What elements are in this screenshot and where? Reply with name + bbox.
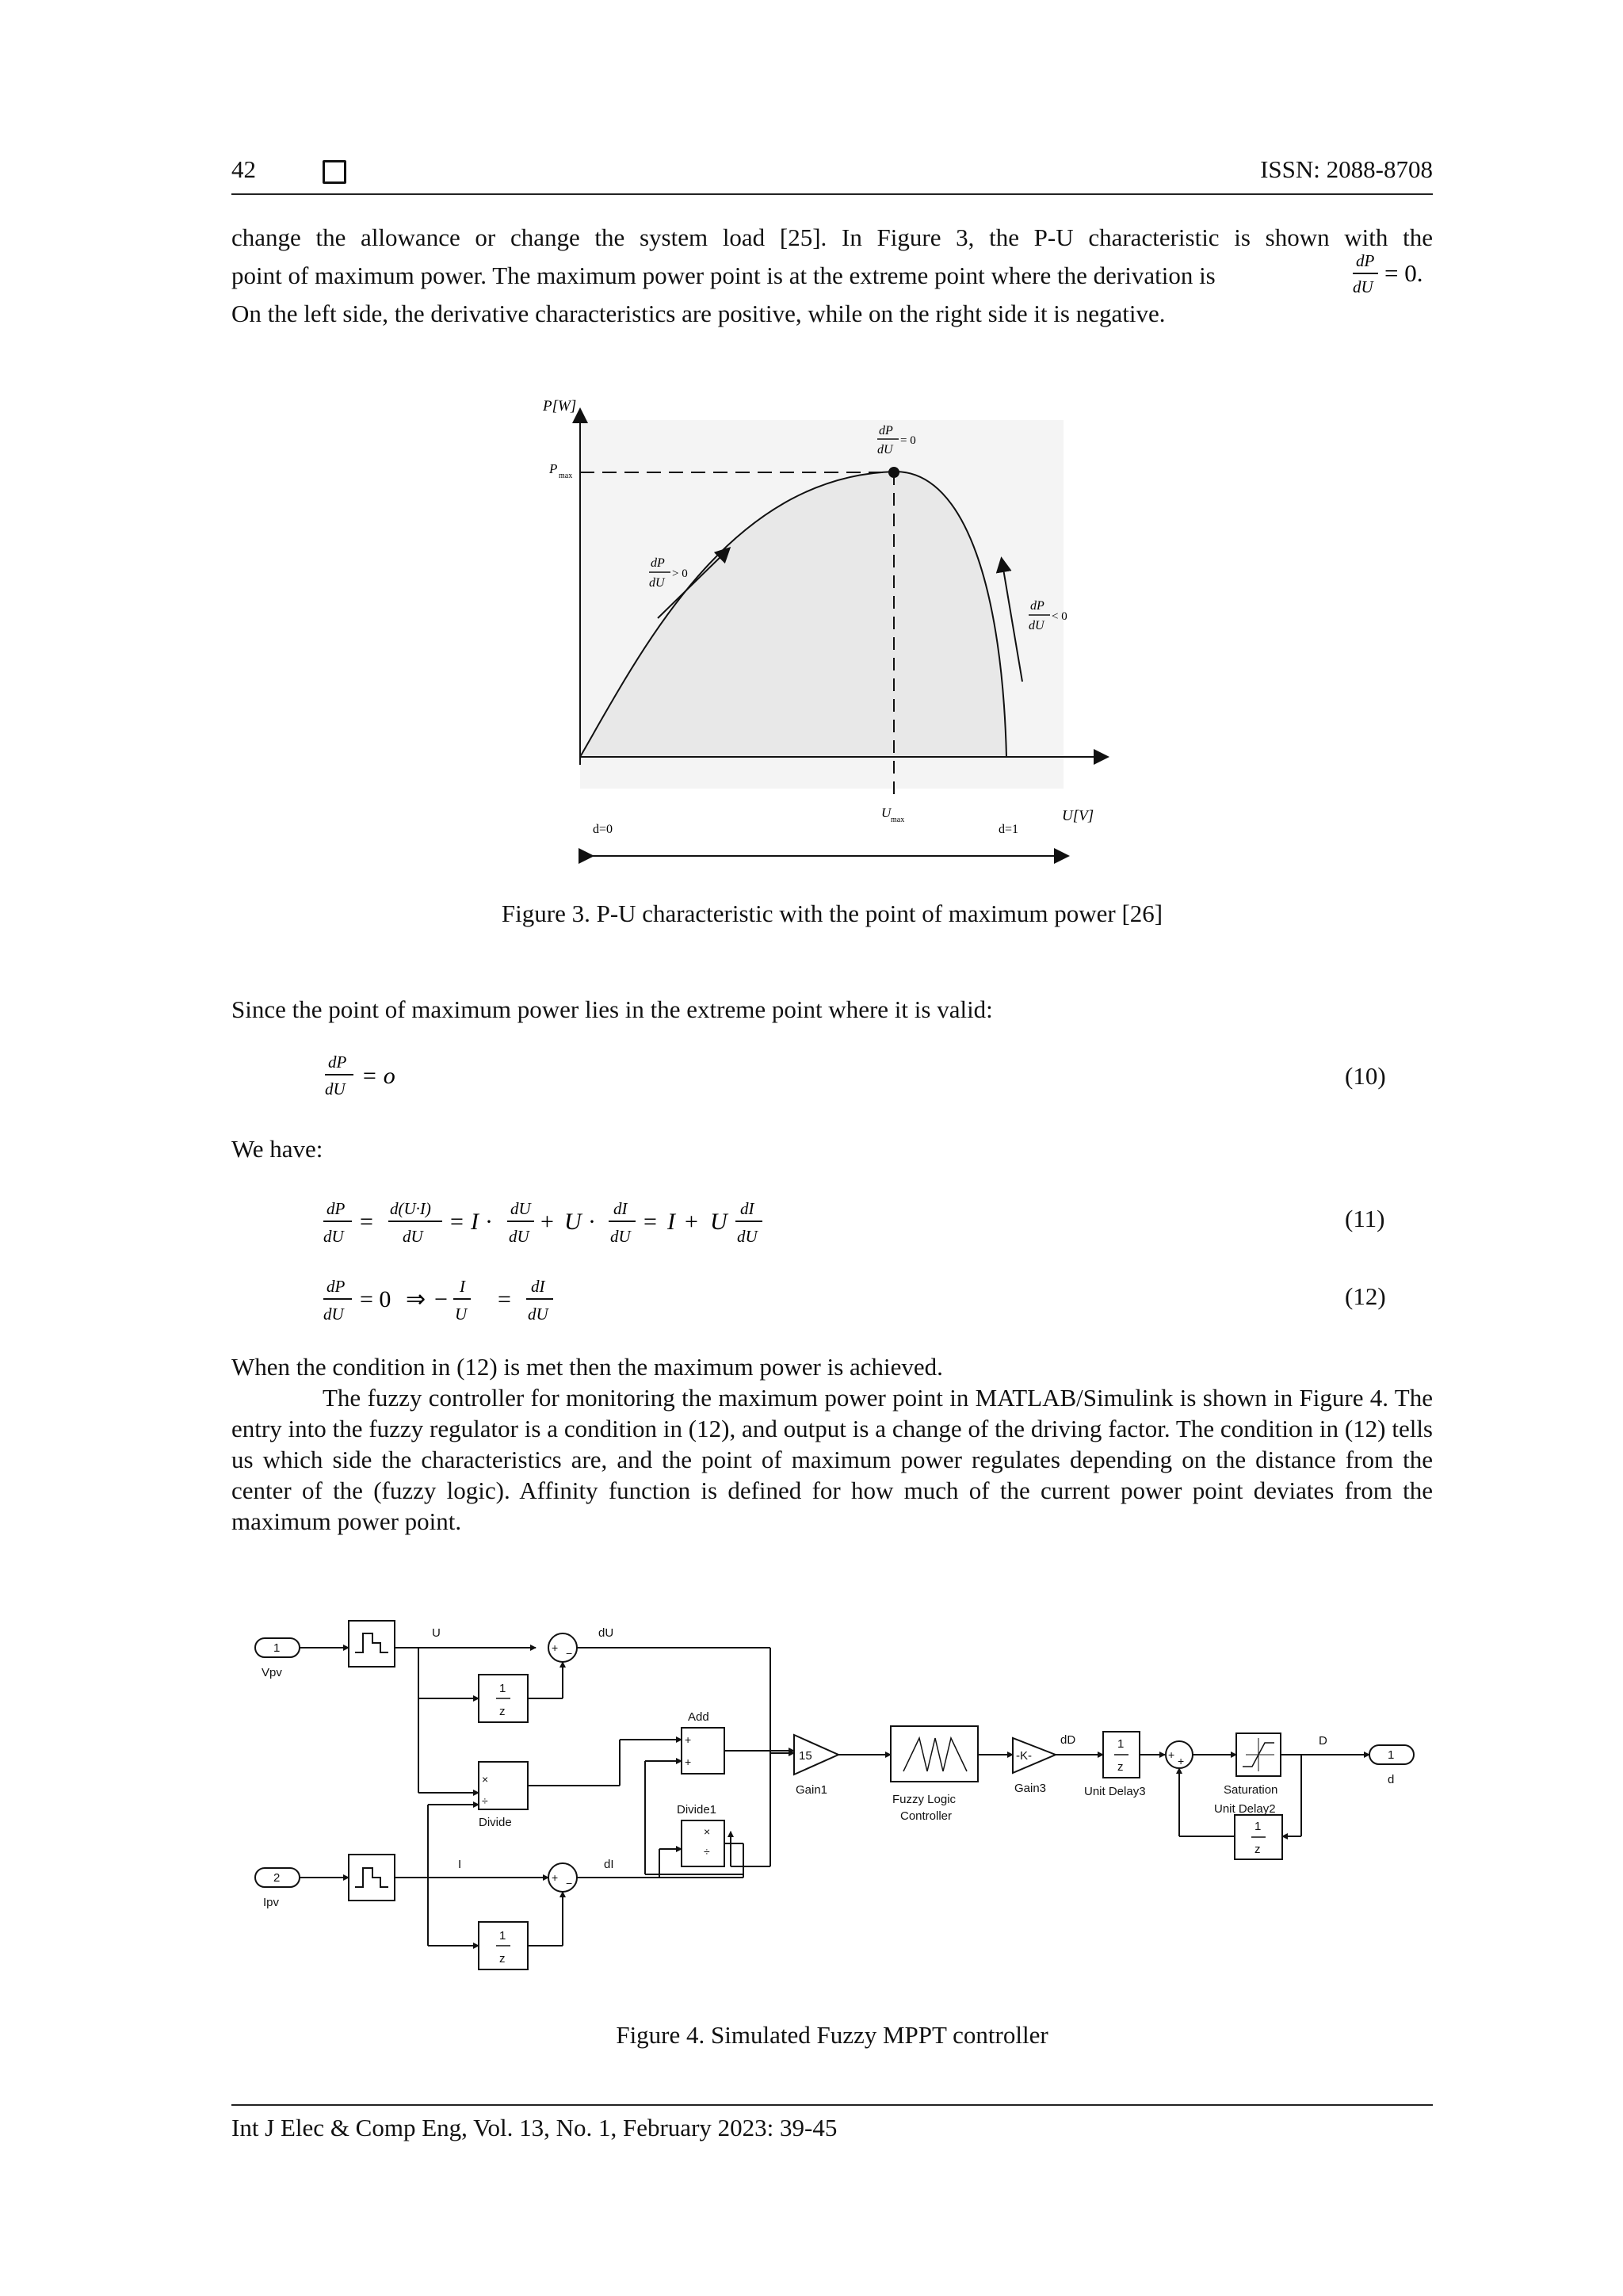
- eq11-number: (11): [1345, 1205, 1385, 1232]
- delay2-den: z: [1254, 1843, 1261, 1856]
- pmax-label: P: [549, 461, 558, 476]
- svg-text:+: +: [552, 1641, 559, 1654]
- gain1-value: 15: [799, 1749, 812, 1763]
- delay-i-den: z: [499, 1952, 506, 1966]
- equation-12: [323, 1270, 577, 1334]
- intro-line-1: change the allowance or change the system load [25]. In Figure 3, the P-U characteristic is shown with the: [231, 223, 1433, 251]
- equation-11: [323, 1193, 815, 1256]
- delay-u-den: z: [499, 1705, 506, 1718]
- svg-text:−: −: [434, 1286, 448, 1312]
- svg-text:I: I: [471, 1209, 479, 1235]
- svg-text:dI: dI: [740, 1199, 754, 1218]
- figure-4-diagram: [231, 1597, 1436, 1985]
- eq11-du: dU: [323, 1227, 344, 1246]
- intro-line-2-text: point of maximum power. The maximum power point is at the extreme point where the derivation is: [231, 262, 1216, 289]
- para2-line1: When the condition in (12) is met then the maximum power is achieved.: [231, 1353, 943, 1381]
- eq10-rhs: = o: [361, 1063, 395, 1089]
- svg-text:U: U: [455, 1305, 468, 1324]
- svg-text:dU: dU: [528, 1305, 548, 1324]
- svg-text:dU: dU: [510, 1199, 531, 1218]
- out-name: d: [1388, 1773, 1395, 1786]
- signal-d: D: [1319, 1734, 1327, 1748]
- left-dp: dP: [651, 556, 665, 570]
- svg-text:+: +: [540, 1209, 554, 1235]
- top-rel: = 0: [900, 434, 916, 447]
- gain3-value: -K-: [1016, 1749, 1032, 1763]
- d1-label: d=1: [999, 823, 1019, 836]
- svg-text:I: I: [667, 1209, 675, 1235]
- signal-di: dI: [604, 1858, 614, 1871]
- top-du: dU: [877, 443, 893, 457]
- signal-dd: dD: [1060, 1733, 1076, 1747]
- intro-line-3: On the left side, the derivative characteristics are positive, while on the right side it is negative.: [231, 300, 1166, 327]
- eq10-dp: dP: [328, 1052, 347, 1072]
- figure-4-caption: Figure 4. Simulated Fuzzy MPPT controller: [616, 2021, 1048, 2049]
- text-we-have: We have:: [231, 1135, 323, 1163]
- du-den: dU: [1353, 277, 1373, 296]
- signal-u: U: [432, 1626, 441, 1640]
- svg-text:=: =: [360, 1209, 373, 1235]
- text-since: Since the point of maximum power lies in the extreme point where it is valid:: [231, 995, 993, 1023]
- equation-10: [325, 1049, 452, 1104]
- page-number: 42: [231, 155, 256, 183]
- svg-text:=: =: [450, 1209, 464, 1235]
- fuzzy-label-1: Fuzzy Logic: [892, 1793, 957, 1806]
- intro-eq-rhs: = 0.: [1384, 259, 1423, 287]
- svg-text:−: −: [566, 1877, 573, 1889]
- delay3-den: z: [1117, 1760, 1124, 1774]
- svg-text:d(U·I): d(U·I): [390, 1199, 431, 1218]
- svg-text:dI: dI: [613, 1199, 628, 1218]
- svg-text:·: ·: [588, 1209, 596, 1235]
- in2-name: Ipv: [263, 1896, 280, 1909]
- unit-delay3-label: Unit Delay3: [1084, 1785, 1146, 1798]
- svg-text:dU: dU: [509, 1227, 529, 1246]
- svg-text:U: U: [564, 1209, 582, 1235]
- svg-text:=: =: [643, 1209, 657, 1235]
- footer-citation: Int J Elec & Comp Eng, Vol. 13, No. 1, February 2023: 39-45: [231, 2114, 838, 2141]
- svg-text:dU: dU: [610, 1227, 631, 1246]
- signal-i: I: [458, 1858, 462, 1871]
- gain1-label: Gain1: [796, 1783, 828, 1797]
- gain3-label: Gain3: [1014, 1782, 1047, 1795]
- umax-sub: max: [891, 816, 905, 824]
- para2-body: The fuzzy controller for monitoring the maximum power point in MATLAB/Simulink is shown in Figure 4. The entry into the fuzzy regulator is a condition in (12), and output is a change of the driving factor. The condition in (12) tells us which side the characteristics are, and the point of maximum power regulates depending on the distance from the center of the (fuzzy logic). Affinity function is defined for how much of the current power point deviates from the maximum power point.: [231, 1384, 1433, 1535]
- svg-text:+: +: [685, 1733, 692, 1746]
- eq10-number: (10): [1345, 1062, 1386, 1090]
- svg-text:+: +: [1168, 1748, 1175, 1761]
- svg-text:dI: dI: [531, 1277, 545, 1296]
- in2-num: 2: [273, 1871, 281, 1885]
- divide1-label: Divide1: [677, 1803, 717, 1817]
- svg-text:= 0: = 0: [360, 1286, 391, 1312]
- svg-text:dU: dU: [737, 1227, 758, 1246]
- delay-u-num: 1: [499, 1682, 506, 1695]
- intro-line-2: [231, 257, 1341, 295]
- svg-text:+: +: [1178, 1755, 1185, 1767]
- svg-text:I: I: [460, 1277, 465, 1296]
- svg-text:⇒: ⇒: [406, 1286, 426, 1312]
- right-dp: dP: [1030, 599, 1044, 613]
- right-rel: < 0: [1052, 610, 1067, 623]
- left-du: dU: [649, 576, 665, 590]
- divide1-block: [682, 1820, 724, 1866]
- eq11-dp: dP: [327, 1199, 346, 1218]
- svg-text:U: U: [710, 1209, 727, 1235]
- saturation-label: Saturation: [1224, 1783, 1278, 1797]
- eq12-number: (12): [1345, 1282, 1386, 1310]
- issn: ISSN: 2088-8708: [1260, 155, 1433, 183]
- svg-text:−: −: [566, 1647, 573, 1660]
- svg-text:+: +: [685, 1755, 692, 1768]
- figure-3-caption: Figure 3. P-U characteristic with the point of maximum power [26]: [501, 900, 1163, 927]
- y-axis-label: P[W]: [543, 398, 577, 415]
- eq12-du: dU: [323, 1305, 344, 1324]
- x-axis-label: U[V]: [1062, 808, 1094, 824]
- svg-text:+: +: [685, 1209, 698, 1235]
- fuzzy-label-2: Controller: [900, 1809, 953, 1823]
- fuzzy-logic-controller: [891, 1726, 978, 1782]
- svg-text:÷: ÷: [704, 1845, 710, 1858]
- left-rel: > 0: [672, 567, 688, 580]
- add-label: Add: [688, 1710, 709, 1724]
- right-du: dU: [1029, 619, 1044, 632]
- square-icon: [323, 160, 346, 184]
- top-dp: dP: [879, 424, 893, 437]
- eq10-du: dU: [325, 1079, 346, 1098]
- svg-text:=: =: [498, 1286, 511, 1312]
- delay3-num: 1: [1117, 1737, 1125, 1751]
- delay-i-num: 1: [499, 1929, 506, 1943]
- eq12-dp: dP: [327, 1277, 346, 1296]
- signal-du: dU: [598, 1626, 614, 1640]
- svg-text:×: ×: [704, 1825, 711, 1838]
- dp-num: dP: [1356, 251, 1375, 270]
- figure-3-plot: [523, 388, 1125, 880]
- out-num: 1: [1388, 1748, 1395, 1762]
- d0-label: d=0: [593, 823, 613, 836]
- max-point: [888, 467, 899, 478]
- in1-num: 1: [273, 1641, 281, 1655]
- page-footer: [231, 2104, 1433, 2141]
- umax-label: U: [881, 805, 892, 820]
- delay2-num: 1: [1254, 1820, 1262, 1833]
- svg-text:·: ·: [485, 1209, 493, 1235]
- divide-label: Divide: [479, 1816, 512, 1829]
- pmax-sub: max: [559, 472, 573, 480]
- page-header: [231, 155, 1433, 195]
- svg-text:+: +: [552, 1871, 559, 1884]
- in1-name: Vpv: [262, 1666, 282, 1679]
- unit-delay2-label: Unit Delay2: [1214, 1802, 1276, 1816]
- svg-text:dU: dU: [403, 1227, 423, 1246]
- svg-text:÷: ÷: [482, 1794, 488, 1807]
- svg-text:×: ×: [482, 1773, 489, 1786]
